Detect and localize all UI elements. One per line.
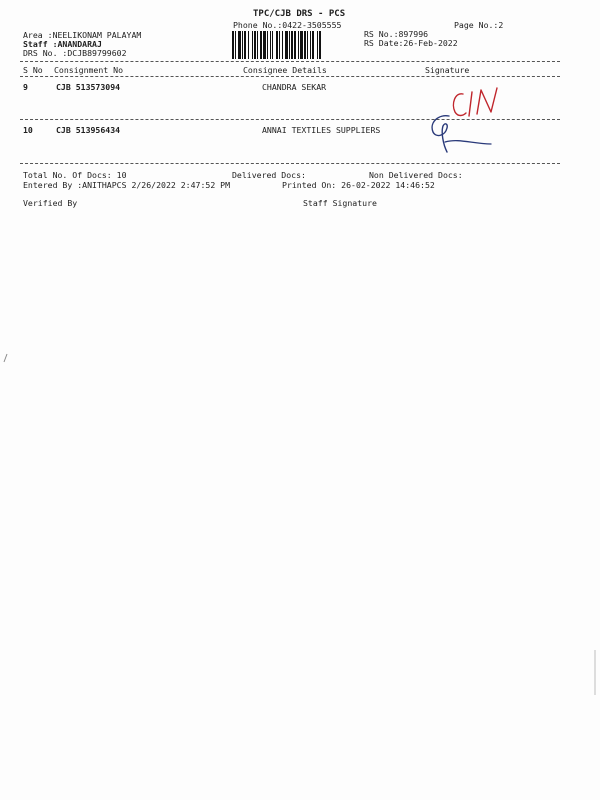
rs-number: RS No.:897996 <box>364 29 429 39</box>
total-docs: Total No. Of Docs: 10 <box>23 170 127 180</box>
row-consignee: CHANDRA SEKAR <box>262 82 327 92</box>
delivered-docs: Delivered Docs: <box>232 170 306 180</box>
area-label: Area :NEELIKONAM PALAYAM <box>23 30 142 40</box>
staff-label: Staff :ANANDARAJ <box>23 39 102 49</box>
entered-by: Entered By :ANITHAPCS 2/26/2022 2:47:52 PM <box>23 180 231 190</box>
printed-on: Printed On: 26-02-2022 14:46:52 <box>282 180 435 190</box>
phone-number: Phone No.:0422-3505555 <box>233 20 342 30</box>
page-number: Page No.:2 <box>454 20 504 30</box>
scan-edge-mark <box>594 650 596 695</box>
non-delivered-docs: Non Delivered Docs: <box>369 170 463 180</box>
col-signature: Signature <box>425 65 470 75</box>
drs-number: DRS No. :DCJB89799602 <box>23 48 127 58</box>
row-consignee: ANNAI TEXTILES SUPPLIERS <box>262 125 381 135</box>
header-rule-bottom <box>20 76 560 77</box>
rs-date: RS Date:26-Feb-2022 <box>364 38 458 48</box>
row-sno: 10 <box>23 125 33 135</box>
row-consignment: CJB 513573094 <box>56 82 121 92</box>
verified-by-label: Verified By <box>23 198 78 208</box>
col-consignment: Consignment No <box>54 65 124 75</box>
col-consignee: Consignee Details <box>243 65 327 75</box>
row-sno: 9 <box>23 82 28 92</box>
handwritten-signature <box>425 86 525 158</box>
row-consignment: CJB 513956434 <box>56 125 121 135</box>
col-sno: S No <box>23 65 43 75</box>
barcode-image <box>232 31 358 59</box>
scan-mark <box>2 352 10 364</box>
document-title: TPC/CJB DRS - PCS <box>253 9 346 19</box>
header-rule-top <box>20 61 560 62</box>
footer-rule <box>20 163 560 164</box>
staff-signature-label: Staff Signature <box>303 198 377 208</box>
